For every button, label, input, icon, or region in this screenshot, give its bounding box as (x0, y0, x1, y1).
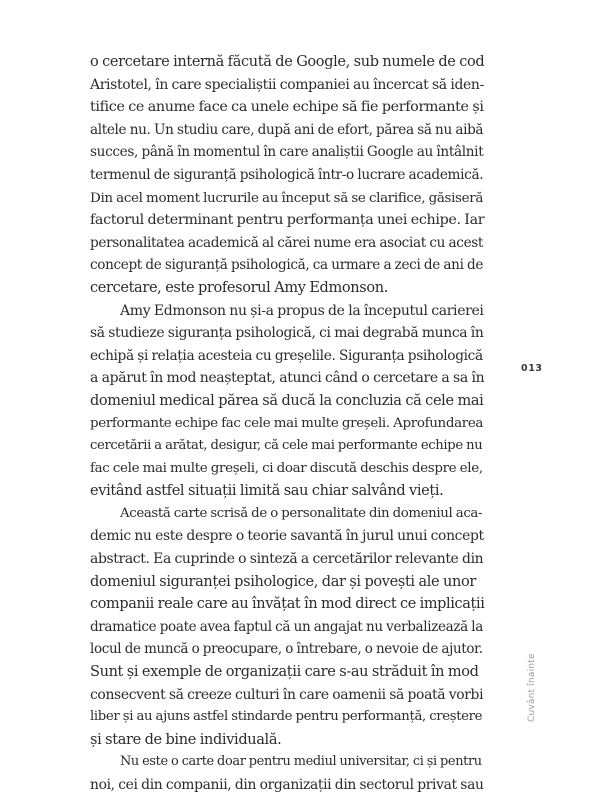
text-line: altele nu. Un studiu care, după ani de efort, părea să nu aibă (90, 121, 484, 138)
paragraph-first-line: Această carte scrisă de o personalitate din domeniul aca- (120, 505, 483, 521)
text-line: noi, cei din companii, din organizații din sectorul privat sau (90, 777, 484, 793)
text-line: cercetare, este profesorul Amy Edmonson. (90, 279, 388, 296)
text-line: tifice ce anume face ca unele echipe să fie performante și (90, 99, 484, 116)
paragraph-first-line: Nu este o carte doar pentru mediul universitar, ci și pentru (120, 754, 482, 770)
paragraph-first-line: Amy Edmonson nu și-a propus de la începutul carierei (120, 302, 484, 319)
text-line: concept de siguranță psihologică, ca urmare a zeci de ani de (90, 257, 484, 274)
text-line: demic nu este despre o teorie savantă în jurul unui concept (90, 528, 484, 545)
page-number: 013 (521, 363, 543, 374)
body-text (90, 51, 485, 797)
text-line: o cercetare internă făcută de Google, sub numele de cod (90, 54, 485, 70)
text-line: cercetării a arătat, desigur, că cele mai performante echipe nu (90, 438, 483, 454)
text-line: și stare de bine individuală. (90, 731, 282, 748)
running-head: Cuvânt înainte (527, 653, 537, 722)
text-line: dramatice poate avea faptul că un angajat nu verbalizează la (90, 618, 483, 635)
text-line: succes, până în momentul în care analiștii Google au întâlnit (90, 144, 484, 161)
text-line: companii reale care au învățat în mod direct ce implicații (90, 596, 485, 613)
text-line: Sunt și exemple de organizații care s-au străduit în mod (90, 664, 479, 681)
text-line: echipă și relația acesteia cu greșelile. Siguranța psihologică (90, 347, 483, 364)
text-line: factorul determinant pentru performanța unei echipe. Iar (90, 212, 485, 229)
text-line: Din acel moment lucrurile au început să se clarifice, găsiseră (90, 189, 484, 206)
text-line: Aristotel, în care specialiștii companiei au încercat să iden- (90, 76, 484, 93)
text-line: a apărut în mod neașteptat, atunci când o cercetare a sa în (90, 370, 485, 387)
text-line: personalitatea academică al cărei nume era asociat cu acest (90, 234, 484, 251)
text-line: consecvent să creeze culturi în care oamenii să poată vorbi (90, 686, 484, 703)
text-line: să studieze siguranța psihologică, ci mai degrabă munca în (90, 325, 484, 342)
text-line: abstract. Ea cuprinde o sinteză a cercetărilor relevante din (90, 551, 484, 568)
text-line: domeniul siguranței psihologice, dar și povești ale unor (90, 573, 476, 590)
text-line: termenul de siguranță psihologică într-o lucrare academică. (90, 166, 484, 183)
text-line: locul de muncă o preocupare, o întrebare, o nevoie de ajutor. (90, 641, 483, 658)
text-line: domeniul medical părea să ducă la concluzia că cele mai (90, 392, 484, 409)
text-line: evitând astfel situații limită sau chiar salvând vieți. (90, 483, 444, 500)
text-line: performante echipe fac cele mai multe greșeli. Aprofundarea (90, 415, 484, 431)
text-line: fac cele mai multe greșeli, ci doar discută deschis despre ele, (90, 460, 483, 476)
text-line: liber și au ajuns astfel stindarde pentru performanță, creștere (90, 709, 483, 725)
